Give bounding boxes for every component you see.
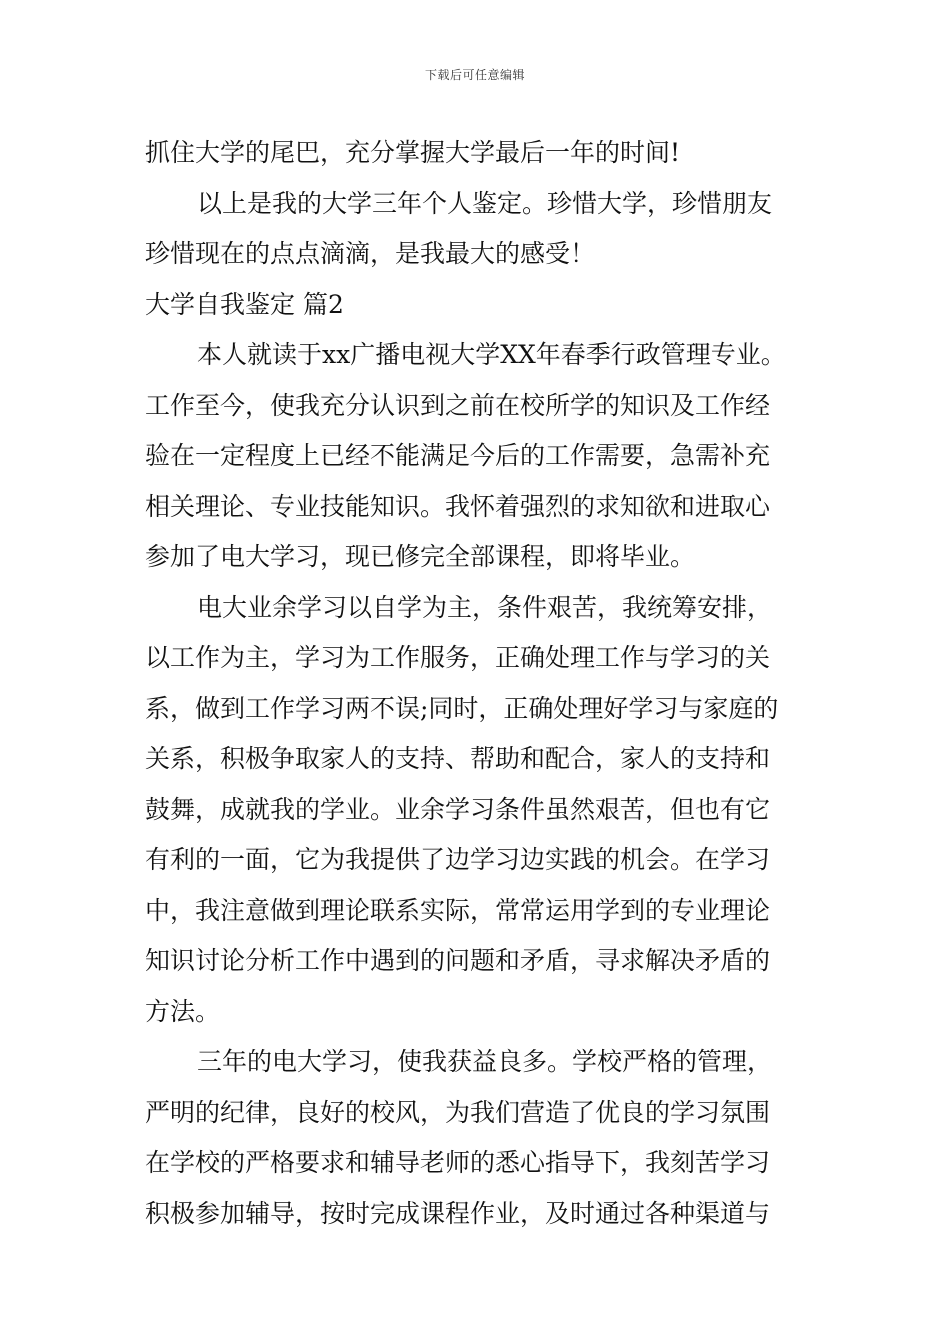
text-line: 三年的电大学习，使我获益良多。学校严格的管理，: [197, 1047, 773, 1076]
text-line: 方法。: [145, 996, 221, 1026]
document-body: [145, 128, 810, 1239]
text-line: 验在一定程度上已经不能满足今后的工作需要，急需补充: [145, 441, 771, 470]
text-line: 工作至今，使我充分认识到之前在校所学的知识及工作经: [145, 390, 771, 420]
text-line: 参加了电大学习，现已修完全部课程，即将毕业。: [145, 542, 696, 571]
text-line: 严明的纪律，良好的校风，为我们营造了优良的学习氛围: [145, 1097, 771, 1127]
text-line: 关系，积极争取家人的支持、帮助和配合，家人的支持和: [145, 744, 771, 773]
text-line: 在学校的严格要求和辅导老师的悉心指导下，我刻苦学习: [145, 1148, 771, 1177]
text-line: 有利的一面，它为我提供了边学习边实践的机会。在学习: [145, 845, 771, 874]
text-line: 系，做到工作学习两不误;同时，正确处理好学习与家庭的: [145, 693, 779, 723]
text-line: 以工作为主，学习为工作服务，正确处理工作与学习的关: [145, 643, 771, 672]
text-line: 相关理论、专业技能知识。我怀着强烈的求知欲和进取心: [145, 491, 771, 521]
text-line: 以上是我的大学三年个人鉴定。珍惜大学，珍惜朋友: [197, 188, 773, 218]
section-heading: 大学自我鉴定 篇2: [145, 289, 344, 319]
page-header-note: 下载后可任意编辑: [424, 68, 525, 82]
text-line: 积极参加辅导，按时完成课程作业，及时通过各种渠道与: [145, 1198, 771, 1228]
text-line: 鼓舞，成就我的学业。业余学习条件虽然艰苦，但也有它: [145, 794, 771, 824]
text-line: 知识讨论分析工作中遇到的问题和矛盾，寻求解决矛盾的: [145, 946, 771, 975]
text-line: 本人就读于xx广播电视大学XX年春季行政管理专业。: [197, 340, 786, 369]
text-line: 中，我注意做到理论联系实际，常常运用学到的专业理论: [145, 895, 771, 925]
text-line: 珍惜现在的点点滴滴，是我最大的感受！: [145, 239, 596, 268]
text-line: 电大业余学习以自学为主，条件艰苦，我统筹安排，: [197, 592, 773, 622]
text-line: 抓住大学的尾巴，充分掌握大学最后一年的时间!: [145, 138, 681, 167]
